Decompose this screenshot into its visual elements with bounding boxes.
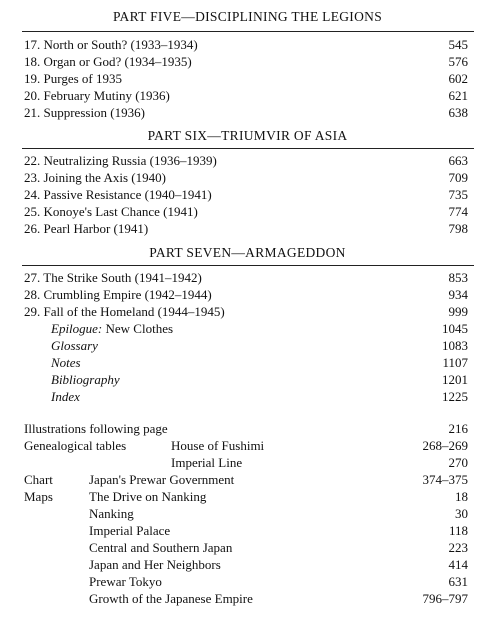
entry-page: 1083 (442, 338, 468, 353)
entry-title: 25. Konoye's Last Chance (1941) (24, 204, 198, 219)
back-matter-entry (24, 388, 468, 405)
map-title: Prewar Tokyo (89, 574, 162, 589)
entry-title: 23. Joining the Axis (1940) (24, 170, 166, 185)
divider (22, 31, 474, 32)
genealogical-label: Genealogical tables (24, 438, 127, 453)
entry-title-italic: Notes (51, 355, 81, 370)
entry-page: 798 (448, 221, 468, 236)
entry-page: 853 (448, 270, 468, 285)
map-title: Central and Southern Japan (89, 540, 233, 555)
back-matter-entry (24, 320, 468, 337)
toc-entry (24, 53, 468, 70)
entry-page: 1045 (442, 321, 468, 336)
entry-title-italic: Epilogue: (51, 321, 103, 336)
toc-entry (24, 70, 468, 87)
map-page: 414 (448, 557, 468, 572)
toc-entry (24, 203, 468, 220)
entry-page: 1225 (442, 389, 468, 404)
entry-page: 735 (448, 187, 468, 202)
entry-page: 663 (448, 153, 468, 168)
map-page: 796–797 (422, 591, 468, 606)
illustrations-page: 216 (448, 421, 468, 436)
map-page: 631 (448, 574, 468, 589)
map-page: 30 (455, 506, 468, 521)
entry-title-italic: Index (51, 389, 80, 404)
entry-title-italic: Glossary (51, 338, 98, 353)
toc-entry (24, 152, 468, 169)
toc-entry (24, 269, 468, 286)
entry-title: 20. February Mutiny (1936) (24, 88, 170, 103)
entry-page: 709 (448, 170, 468, 185)
chart-page: 374–375 (422, 472, 468, 487)
entry-title: 17. North or South? (1933–1934) (24, 37, 198, 52)
map-title: Japan and Her Neighbors (89, 557, 221, 572)
divider (22, 265, 474, 266)
toc-entry (24, 286, 468, 303)
genealogical-item-page: 270 (448, 455, 468, 470)
part-six-heading: PART SIX—TRIUMVIR OF ASIA (147, 128, 348, 143)
map-title: The Drive on Nanking (89, 489, 207, 504)
entry-page: 602 (448, 71, 468, 86)
chart-title: Japan's Prewar Government (89, 472, 235, 487)
illustrations-label: Illustrations following page (24, 421, 168, 436)
entry-title-italic: Bibliography (51, 372, 120, 387)
entry-title: 18. Organ or God? (1934–1935) (24, 54, 192, 69)
genealogical-item-title: House of Fushimi (171, 438, 265, 453)
map-title: Imperial Palace (89, 523, 171, 538)
entry-title: 24. Passive Resistance (1940–1941) (24, 187, 212, 202)
map-page: 18 (455, 489, 468, 504)
entry-title: 21. Suppression (1936) (24, 105, 145, 120)
maps-label: Maps (24, 489, 53, 504)
entry-title: 29. Fall of the Homeland (1944–1945) (24, 304, 225, 319)
entry-page: 576 (448, 54, 468, 69)
map-title: Growth of the Japanese Empire (89, 591, 253, 606)
entry-title: 27. The Strike South (1941–1942) (24, 270, 202, 285)
entry-page: 774 (448, 204, 468, 219)
divider (22, 148, 474, 149)
toc-entry (24, 169, 468, 186)
back-matter-entry (24, 337, 468, 354)
entry-page: 638 (448, 105, 468, 120)
genealogical-item-title: Imperial Line (171, 455, 243, 470)
genealogical-item-page: 268–269 (422, 438, 468, 453)
entry-page: 999 (448, 304, 468, 319)
toc-entry (24, 220, 468, 237)
entry-page: 621 (448, 88, 468, 103)
entry-title: 19. Purges of 1935 (24, 71, 122, 86)
back-matter-entry (24, 354, 468, 371)
map-title: Nanking (89, 506, 134, 521)
chart-label: Chart (24, 472, 53, 487)
entry-title: 22. Neutralizing Russia (1936–1939) (24, 153, 217, 168)
toc-entry (24, 36, 468, 53)
toc-entry (24, 303, 468, 320)
entry-title-plain: New Clothes (102, 321, 174, 336)
back-matter-entry (24, 371, 468, 388)
toc-entry (24, 186, 468, 203)
toc-entry (24, 87, 468, 104)
entry-page: 545 (448, 37, 468, 52)
map-page: 223 (448, 540, 468, 555)
entry-page: 934 (448, 287, 468, 302)
toc-entry (24, 104, 468, 121)
entry-title: 26. Pearl Harbor (1941) (24, 221, 149, 236)
entry-title: 28. Crumbling Empire (1942–1944) (24, 287, 212, 302)
map-page: 118 (448, 523, 468, 538)
part-seven-heading: PART SEVEN—ARMAGEDDON (149, 245, 346, 260)
entry-page: 1107 (442, 355, 468, 370)
part-five-heading: PART FIVE—DISCIPLINING THE LEGIONS (112, 9, 383, 24)
entry-page: 1201 (442, 372, 468, 387)
